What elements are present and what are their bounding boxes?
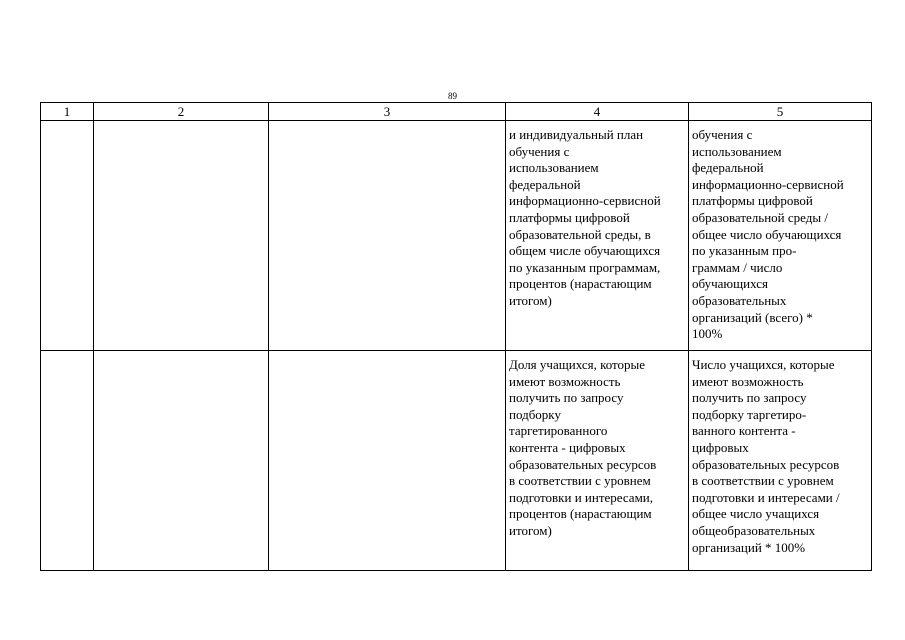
row-1-col-1 [41, 121, 94, 351]
cell-line: общее число учащихся [692, 506, 820, 522]
cell-line: использованием [692, 143, 782, 159]
cell-line: образовательной среды, в [509, 226, 651, 242]
row-2-col-2 [94, 351, 269, 571]
row-2-col-1 [41, 351, 94, 571]
header-col-3: 3 [269, 103, 506, 121]
cell-line: таргетированного [509, 423, 608, 439]
row-1-col-5 [689, 121, 872, 351]
indicator-table [40, 102, 872, 571]
cell-line: федеральной [692, 160, 764, 176]
cell-line: подборку таргетиро- [692, 406, 807, 422]
cell-line: цифровых [692, 439, 749, 455]
row-2-indicator-text [506, 351, 688, 540]
page-number: 89 [448, 91, 457, 101]
cell-line: обучающихся [692, 276, 768, 292]
cell-line: подготовки и интересами / [692, 489, 840, 505]
cell-line: контента - цифровых [509, 439, 626, 455]
cell-line: платформы цифровой [692, 193, 813, 209]
table-header-row [41, 103, 872, 121]
cell-line: имеют возможность [692, 373, 804, 389]
cell-line: федеральной [509, 176, 581, 192]
cell-line: общем числе обучающихся [509, 243, 661, 259]
cell-line: ванного контента - [692, 423, 796, 439]
table-row [41, 121, 872, 351]
cell-line: в соответствии с уровнем [509, 473, 651, 489]
cell-line: Число учащихся, которые [692, 357, 835, 372]
cell-line: обучения с [692, 127, 753, 142]
cell-line: 100% [692, 326, 723, 342]
cell-line: платформы цифровой [509, 209, 630, 225]
row-2-col-3 [269, 351, 506, 571]
cell-line: образовательных [692, 292, 787, 308]
cell-line: общеобразовательных [692, 522, 816, 538]
cell-line: подборку [509, 406, 561, 422]
cell-line: получить по запросу [692, 390, 807, 406]
row-1-col-4 [506, 121, 689, 351]
row-1-col-2 [94, 121, 269, 351]
cell-line: общее число обучающихся [692, 226, 842, 242]
cell-line: итогом) [509, 292, 552, 308]
cell-line: получить по запросу [509, 390, 624, 406]
cell-line: образовательной среды / [692, 209, 828, 225]
header-col-1: 1 [41, 103, 94, 121]
cell-line: итогом) [509, 522, 552, 538]
cell-line: процентов (нарастающим [509, 276, 652, 292]
cell-line: образовательных ресурсов [509, 456, 657, 472]
cell-line: и индивидуальный план [509, 127, 644, 142]
header-col-5: 5 [689, 103, 872, 121]
cell-line: имеют возможность [509, 373, 621, 389]
row-2-col-5 [689, 351, 872, 571]
header-col-4: 4 [506, 103, 689, 121]
cell-line: образовательных ресурсов [692, 456, 840, 472]
cell-line: по указанным про- [692, 243, 797, 259]
cell-line: Доля учащихся, которые [509, 357, 646, 372]
row-2-col-4 [506, 351, 689, 571]
cell-line: в соответствии с уровнем [692, 473, 834, 489]
cell-line: организаций * 100% [692, 539, 806, 555]
cell-line: организаций (всего) * [692, 309, 813, 325]
cell-line: обучения с [509, 143, 570, 159]
cell-line: по указанным программам, [509, 259, 661, 275]
header-col-2: 2 [94, 103, 269, 121]
cell-line: граммам / число [692, 259, 783, 275]
cell-line: использованием [509, 160, 599, 176]
row-1-indicator-text [506, 121, 688, 310]
cell-line: подготовки и интересами, [509, 489, 654, 505]
row-1-col-3 [269, 121, 506, 351]
cell-line: процентов (нарастающим [509, 506, 652, 522]
table-row [41, 351, 872, 571]
cell-line: информационно-сервисной [692, 176, 844, 192]
row-2-formula-text [689, 351, 871, 556]
cell-line: информационно-сервисной [509, 193, 661, 209]
row-1-formula-text [689, 121, 871, 343]
